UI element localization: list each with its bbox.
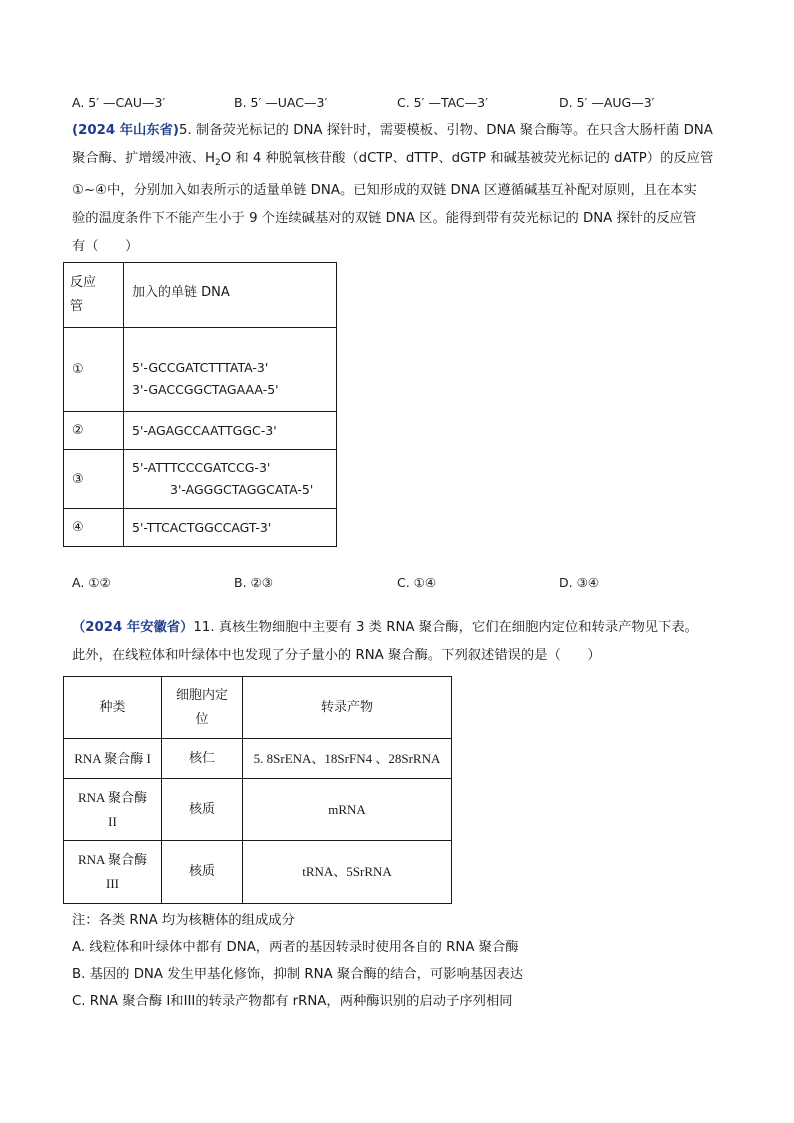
question-5-source: (2024 年山东省) <box>72 123 179 138</box>
pol-2-location: 核质 <box>162 779 243 841</box>
table-row <box>64 841 452 904</box>
rna-polymerase-table <box>63 676 452 904</box>
question-11-stem <box>72 614 752 670</box>
table-row <box>64 450 337 509</box>
question-11-source: （2024 年安徽省） <box>72 620 194 635</box>
q5-option-a: A. ①② <box>72 575 111 590</box>
q11-option-c: C. RNA 聚合酶 I和III的转录产物都有 rRNA，两种酶识别的启动子序列相同 <box>72 994 513 1009</box>
tube-1-seq-2: 3'-GACCGGCTAGAAA-5' <box>132 381 279 397</box>
q5-option-c: C. ①④ <box>397 575 437 590</box>
question-5-line-1: 5. 制备荧光标记的 DNA 探针时，需要模板、引物、DNA 聚合酶等。在只含大肠杆菌 DNA <box>178 123 713 138</box>
option-a-prev: A. 5′ —CAU—3′ <box>72 95 166 110</box>
option-d-prev: D. 5′ —AUG—3′ <box>559 95 655 110</box>
pol-1-product: 5. 8SrENA、18SrFN4 、28SrRNA <box>243 739 452 779</box>
tube-4-label: ④ <box>64 509 124 547</box>
table-header-tube: 反应管 <box>64 263 124 328</box>
pol-1-kind: RNA 聚合酶 I <box>64 739 162 779</box>
question-5-line-5: 有（ ） <box>72 239 139 254</box>
table-row <box>64 509 337 547</box>
option-c-prev: C. 5′ —TAC—3′ <box>397 95 488 110</box>
table-row <box>64 739 452 779</box>
tube-2-seq-1: 5'-AGAGCCAATTGGC-3' <box>124 412 337 450</box>
header-location: 细胞内定位 <box>162 677 243 739</box>
dna-table <box>63 262 337 547</box>
subscript-2: 2 <box>214 158 221 168</box>
header-kind: 种类 <box>64 677 162 739</box>
header-product: 转录产物 <box>243 677 452 739</box>
question-5-line-3: ①~④中，分别加入如表所示的适量单链 DNA。已知形成的双链 DNA 区遵循碱基互补配对原则，且在本实 <box>72 183 697 198</box>
q5-option-b: B. ②③ <box>234 575 273 590</box>
table-row <box>64 412 337 450</box>
pol-2-kind: RNA 聚合酶 II <box>64 779 162 841</box>
question-11-line-1: 11. 真核生物细胞中主要有 3 类 RNA 聚合酶，它们在细胞内定位和转录产物见下表。 <box>193 620 698 635</box>
tube-2-label: ② <box>64 412 124 450</box>
table-row <box>64 328 337 412</box>
question-11-line-2: 此外，在线粒体和叶绿体中也发现了分子量小的 RNA 聚合酶。下列叙述错误的是（ ） <box>72 648 601 663</box>
option-b-prev: B. 5′ —UAC—3′ <box>234 95 328 110</box>
tube-3-seq-1: 5'-ATTTCCCGATCCG-3' <box>132 460 271 475</box>
table-row <box>64 779 452 841</box>
tube-4-seq-1: 5'-TTCACTGGCCAGT-3' <box>124 509 337 547</box>
q11-option-a: A. 线粒体和叶绿体中都有 DNA，两者的基因转录时使用各自的 RNA 聚合酶 <box>72 940 519 955</box>
question-5-line-2b: O 和 4 种脱氧核苷酸（dCTP、dTTP、dGTP 和碱基被荧光标记的 dATP）的反应管 <box>220 151 714 166</box>
pol-3-product: tRNA、5SrRNA <box>243 841 452 904</box>
tube-1-label: ① <box>64 328 124 412</box>
pol-1-location: 核仁 <box>162 739 243 779</box>
tube-3-seq-2: 3'-AGGGCTAGGCATA-5' <box>170 482 314 497</box>
question-5-line-4: 验的温度条件下不能产生小于 9 个连续碱基对的双链 DNA 区。能得到带有荧光标记的 DNA 探针的反应管 <box>72 211 697 226</box>
pol-3-location: 核质 <box>162 841 243 904</box>
tube-3-sequences <box>124 450 337 509</box>
tube-3-label: ③ <box>64 450 124 509</box>
q5-option-d: D. ③④ <box>559 575 599 590</box>
pol-2-product: mRNA <box>243 779 452 841</box>
tube-1-sequences <box>124 328 337 412</box>
question-5-line-2a: 聚合酶、扩增缓冲液、H <box>72 151 215 166</box>
table-note: 注：各类 RNA 均为核糖体的组成成分 <box>72 913 295 928</box>
pol-3-kind: RNA 聚合酶 III <box>64 841 162 904</box>
question-5-stem <box>72 117 732 261</box>
tube-1-seq-1: 5'-GCCGATCTTTATA-3' <box>132 359 269 375</box>
q11-option-b: B. 基因的 DNA 发生甲基化修饰，抑制 RNA 聚合酶的结合，可影响基因表达 <box>72 967 524 982</box>
table-header-dna: 加入的单链 DNA <box>124 263 337 328</box>
